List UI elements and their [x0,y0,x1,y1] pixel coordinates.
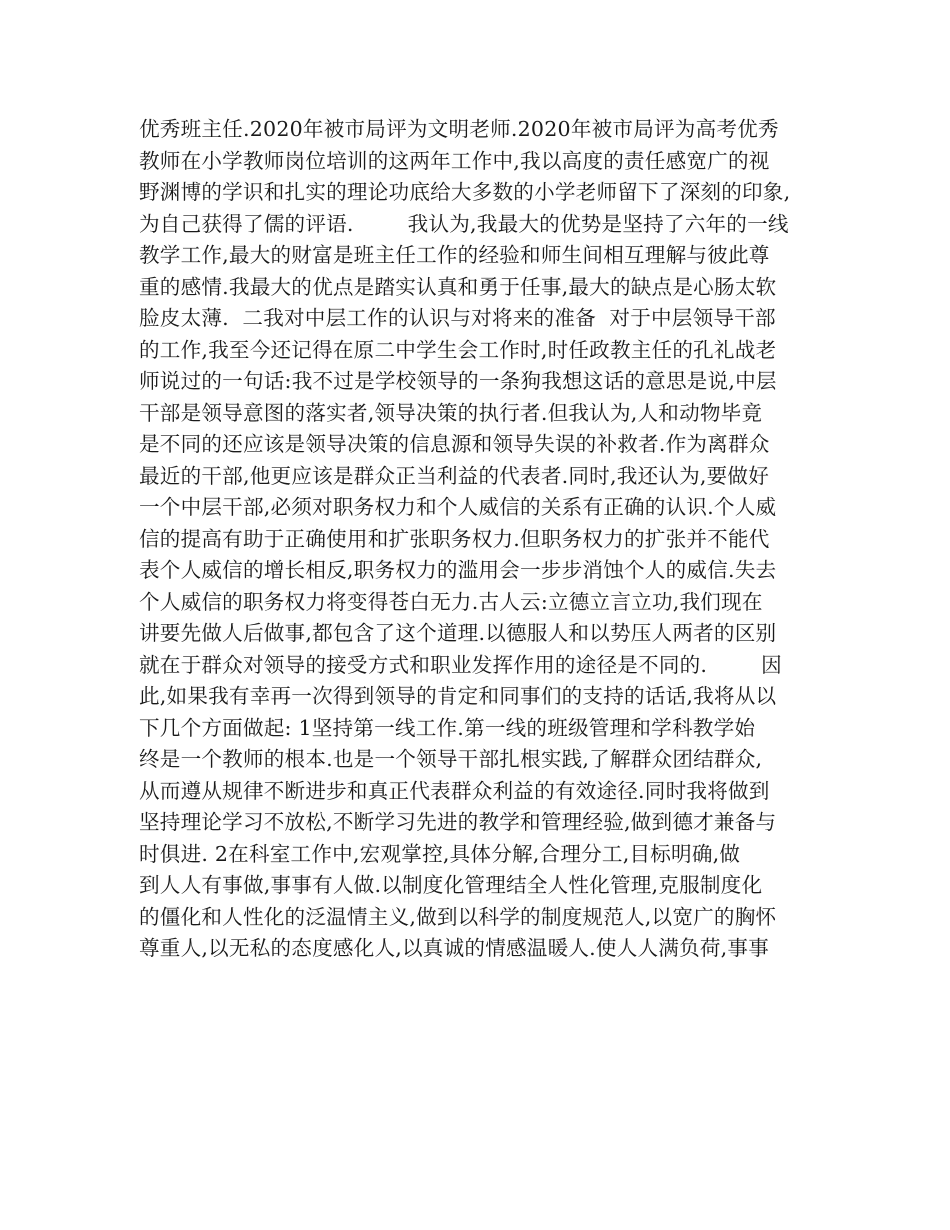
text-line: 尊重人,以无私的态度感化人,以真诚的情感温暖人.使人人满负荷,事事 [139,936,770,960]
text-line: 信的提高有助于正确使用和扩张职务权力.但职务权力的扩张并不能代 [139,526,770,551]
text-line: 时俱进. 2在科室工作中,宏观掌控,具体分解,合理分工,目标明确,做 [139,841,741,866]
text-line: 讲要先做人后做事,都包含了这个道理.以德服人和以势压人两者的区别 [139,621,777,645]
text-line: 为自己获得了儒的评语. 我认为,我最大的优势是坚持了六年的一线 [139,211,789,236]
text-line: 优秀班主任.2020年被市局评为文明老师.2020年被市局评为高考优秀 [139,117,779,141]
text-line: 从而遵从规律不断进步和真正代表群众利益的有效途径.同时我将做到 [139,778,770,803]
text-line: 此,如果我有幸再一次得到领导的肯定和同事们的支持的话话,我将从以 [139,684,777,708]
text-line: 野渊博的学识和扎实的理论功底给大多数的小学老师留下了深刻的印象, [139,180,791,204]
text-line: 坚持理论学习不放松,不断学习先进的教学和管理经验,做到德才兼备与 [139,810,777,834]
text-line: 一个中层干部,必须对职务权力和个人威信的关系有正确的认识.个人威 [139,495,777,519]
text-line: 下几个方面做起: 1坚持第一线工作.第一线的班级管理和学科教学始 [139,715,756,740]
text-line: 教师在小学教师岗位培训的这两年工作中,我以高度的责任感宽广的视 [139,148,770,173]
text-line: 师说过的一句话:我不过是学校领导的一条狗我想这话的意思是说,中层 [139,369,777,393]
text-line: 干部是领导意图的落实者,领导决策的执行者.但我认为,人和动物毕竟 [139,400,763,425]
text-line: 终是一个教师的根本.也是一个领导干部扎根实践,了解群众团结群众, [139,747,763,771]
text-line: 教学工作,最大的财富是班主任工作的经验和师生间相互理解与彼此尊 [139,243,770,267]
text-line: 就在于群众对领导的接受方式和职业发挥作用的途径是不同的. 因 [139,652,782,677]
text-line: 重的感情.我最大的优点是踏实认真和勇于任事,最大的缺点是心肠太软 [139,274,777,299]
body-text [139,114,819,965]
text-line: 是不同的还应该是领导决策的信息源和领导失误的补救者.作为离群众 [139,432,770,456]
text-line: 到人人有事做,事事有人做.以制度化管理结全人性化管理,克服制度化 [139,873,763,897]
text-line: 个人威信的职务权力将变得苍白无力.古人云:立德立言立功,我们现在 [139,589,763,614]
text-line: 最近的干部,他更应该是群众正当利益的代表者.同时,我还认为,要做好 [139,463,770,488]
text-line: 表个人威信的增长相反,职务权力的滥用会一步步消蚀个人的威信.失去 [139,558,777,582]
text-line: 脸皮太薄. 二我对中层工作的认识与对将来的准备 对于中层领导干部 [139,306,776,330]
text-line: 的僵化和人性化的泛温情主义,做到以科学的制度规范人,以宽广的胸怀 [139,904,777,929]
text-line: 的工作,我至今还记得在原二中学生会工作时,时任政教主任的孔礼战老 [139,337,777,362]
